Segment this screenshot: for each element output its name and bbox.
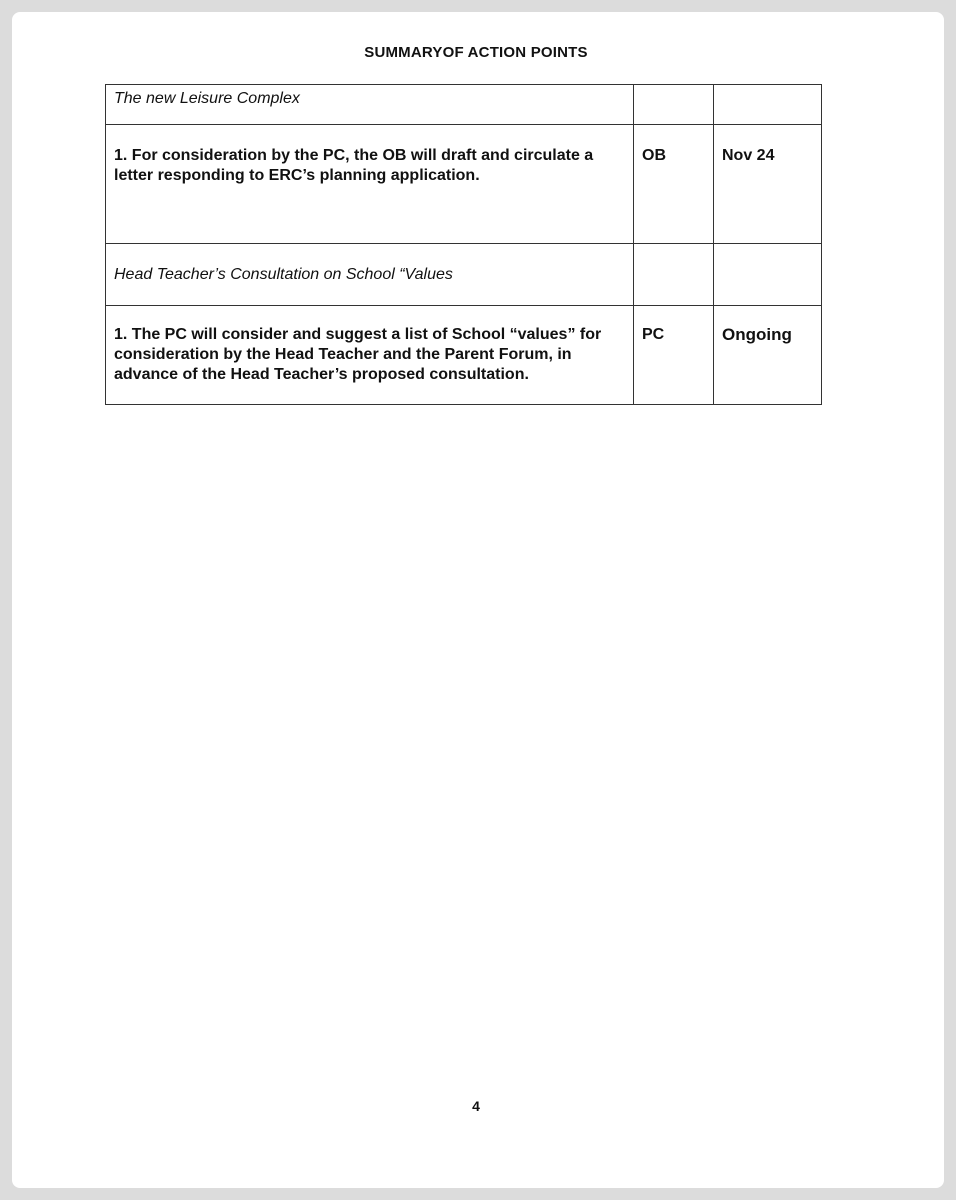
due-cell-empty bbox=[714, 85, 822, 125]
section-heading: Head Teacher’s Consultation on School “Values bbox=[114, 266, 453, 283]
action-owner: OB bbox=[642, 147, 666, 164]
action-points-table bbox=[105, 84, 822, 405]
owner-cell-empty bbox=[634, 85, 714, 125]
action-due-cell bbox=[714, 306, 822, 405]
section-row bbox=[106, 85, 822, 125]
section-heading-cell bbox=[106, 244, 634, 306]
section-heading-cell bbox=[106, 85, 634, 125]
document-title: SUMMARYOF ACTION POINTS bbox=[364, 44, 588, 61]
action-due-cell bbox=[714, 125, 822, 244]
action-row bbox=[106, 306, 822, 405]
action-description-cell bbox=[106, 306, 634, 405]
action-due: Nov 24 bbox=[722, 147, 775, 164]
section-heading: The new Leisure Complex bbox=[114, 90, 300, 107]
due-cell-empty bbox=[714, 244, 822, 306]
action-description-cell bbox=[106, 125, 634, 244]
page-number: 4 bbox=[472, 1098, 480, 1114]
action-description: 1. For consideration by the PC, the OB will draft and circulate a letter responding to ERC’s planning application. bbox=[114, 147, 594, 184]
section-row bbox=[106, 244, 822, 306]
action-description: 1. The PC will consider and suggest a list of School “values” for consideration by the Head Teacher and the Parent Forum, in advance of the Head Teacher’s proposed consultation. bbox=[114, 326, 602, 383]
action-owner: PC bbox=[642, 326, 665, 343]
action-due: Ongoing bbox=[722, 325, 792, 344]
action-row bbox=[106, 125, 822, 244]
owner-cell-empty bbox=[634, 244, 714, 306]
action-owner-cell bbox=[634, 125, 714, 244]
action-owner-cell bbox=[634, 306, 714, 405]
